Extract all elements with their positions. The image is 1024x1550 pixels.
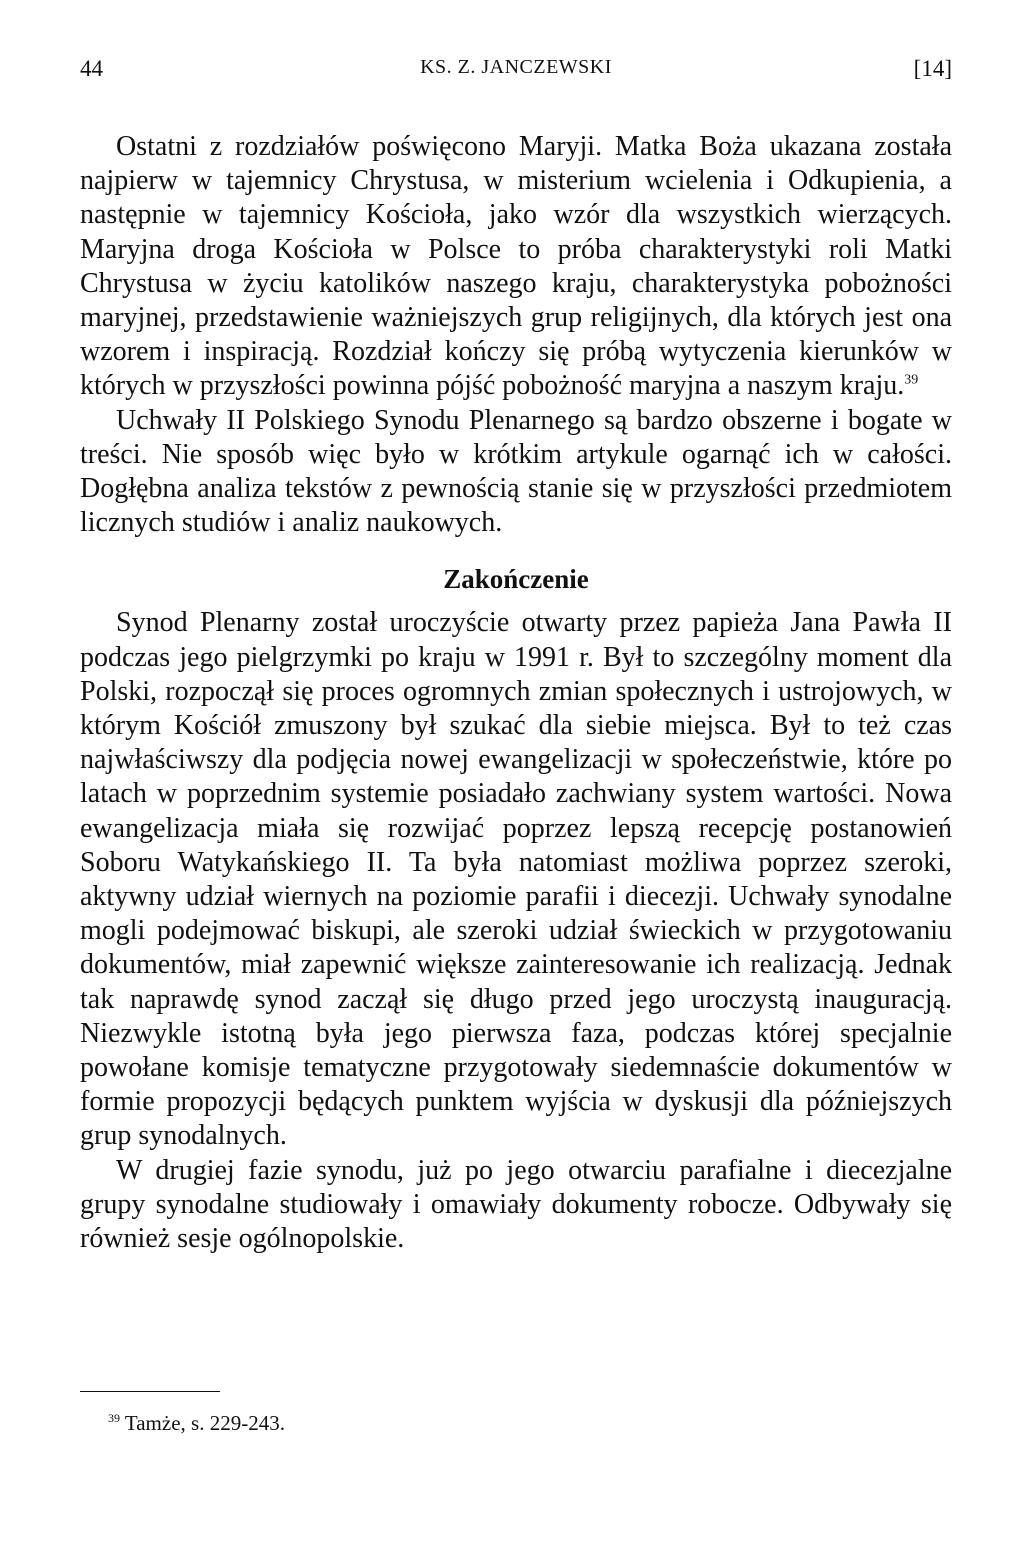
paragraph-conclusion-2	[80, 1154, 952, 1257]
paragraph-text: Ostatni z rozdziałów poświęcono Maryji. Matka Boża ukazana została najpierw w tajemnicy Chrystusa, w misterium wcielenia i Odkupienia, a następnie w tajemnicy Kościoła, jako wzór dla wszystkich wierzących. Maryjna droga Kościoła w Polsce to próba charakterystyki roli Matki Chrystusa w życiu katolików naszego kraju, charakterystyka pobożności maryjnej, przedstawienie ważniejszych grup religijnych, dla których jest ona wzorem i inspiracją. Rozdział kończy się próbą wytyczenia kierunków w których w przyszłości powinna pójść pobożność maryjna a naszym kraju.	[80, 131, 952, 402]
paragraph-maryja	[80, 130, 952, 404]
footnote-number: 39	[108, 1411, 120, 1425]
paragraph-conclusion-1	[80, 606, 952, 1153]
footnote-divider	[80, 1391, 220, 1392]
paragraph-text: W drugiej fazie synodu, już po jego otwarciu parafialne i diecezjalne grupy synodalne studiowały i omawiały dokumenty robocze. Odbywały się również sesje ogólnopolskie.	[80, 1154, 952, 1255]
footnote	[108, 1410, 285, 1436]
running-head-reference: [14]	[913, 56, 952, 81]
page-number: 44	[80, 56, 103, 81]
footnote-text: Tamże, s. 229-243.	[124, 1411, 285, 1435]
running-head	[80, 46, 952, 86]
section-heading: Zakończenie	[443, 564, 589, 595]
paragraph-uchwaly	[80, 404, 952, 541]
running-head-author: KS. Z. JANCZEWSKI	[420, 56, 612, 78]
body-text	[80, 130, 952, 1256]
paragraph-text: Uchwały II Polskiego Synodu Plenarnego są bardzo obszerne i bogate w treści. Nie sposób więc było w krótkim artykule ogarnąć ich w całości. Dogłębna analiza tekstów z pewnością stanie się w przyszłości przedmiotem licznych studiów i analiz naukowych.	[80, 404, 952, 539]
page	[80, 46, 952, 1256]
footnote-reference: 39	[904, 373, 919, 389]
paragraph-text: Synod Plenarny został uroczyście otwarty przez papieża Jana Pawła II podczas jego pielgrzymki po kraju w 1991 r. Był to szczególny moment dla Polski, rozpoczął się proces ogromnych zmian społecznych i ustrojowych, w którym Kościół zmuszony był szukać dla siebie miejsca. Był to też czas najwłaściwszy dla podjęcia nowej ewangelizacji w społeczeństwie, które po latach w poprzednim systemie posiadało zachwiany system wartości. Nowa ewangelizacja miała się rozwijać poprzez lepszą recepcję postanowień Soboru Watykańskiego II. Ta była natomiast możliwa poprzez szeroki, aktywny udział wiernych na poziomie parafii i diecezji. Uchwały synodalne mogli podejmować biskupi, ale szeroki udział świeckich w przygotowaniu dokumentów, miał zapewnić większe zainteresowanie ich realizacją. Jednak tak naprawdę synod zaczął się długo przed jego uroczystą inauguracją. Niezwykle istotną była jego pierwsza faza, podczas której specjalnie powołane komisje tematyczne przygotowały siedemnaście dokumentów w formie propozycji będących punktem wyjścia w dyskusji dla późniejszych grup synodalnych.	[80, 607, 952, 1152]
